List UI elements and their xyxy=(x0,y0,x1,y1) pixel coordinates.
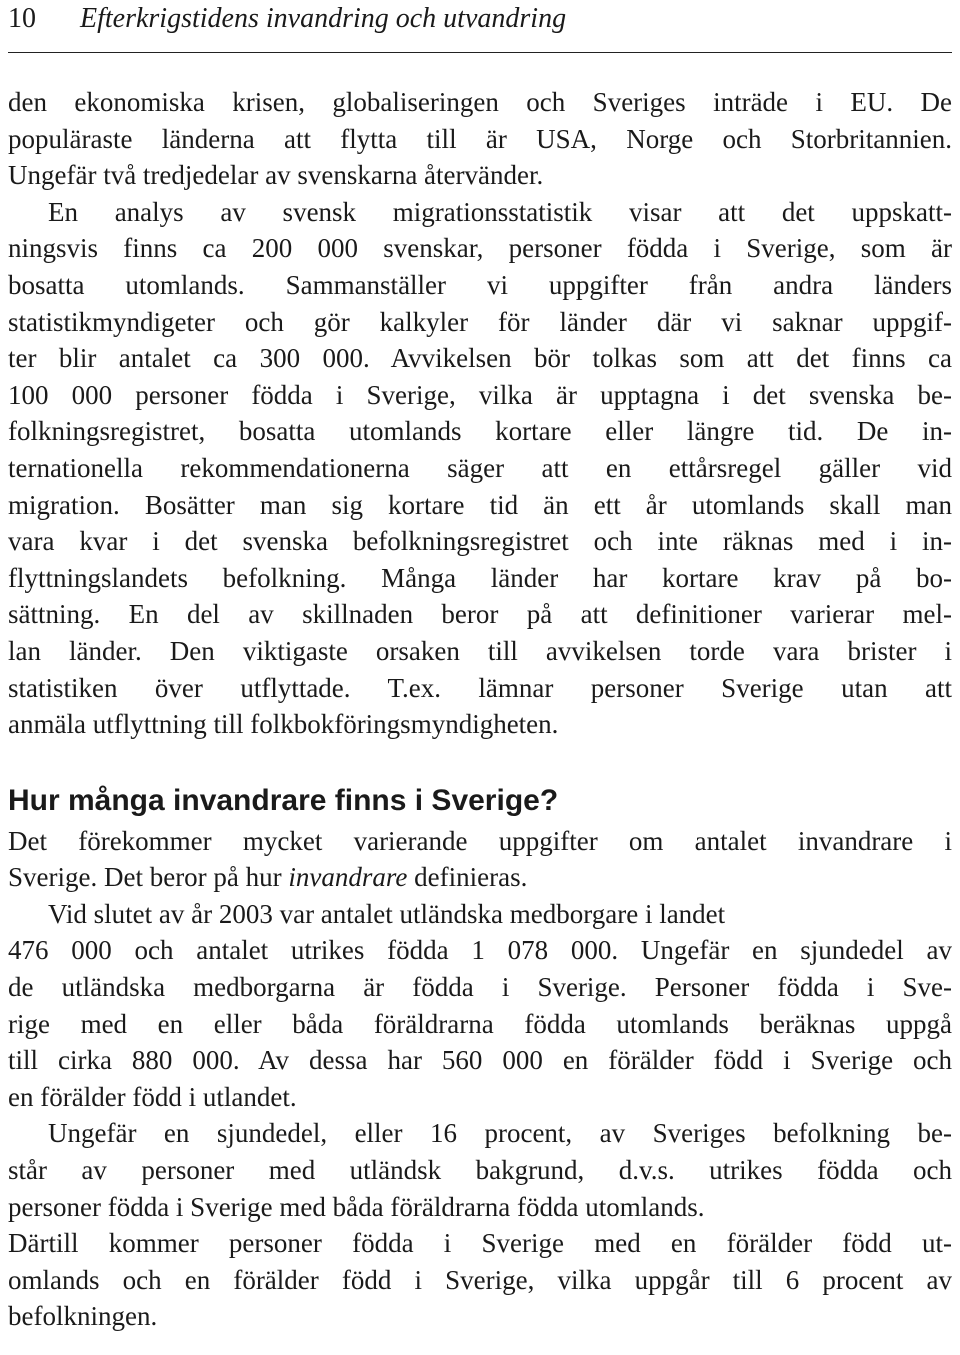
text-line: Det förekommer mycket varierande uppgifter om antalet invandrare i xyxy=(8,825,952,856)
text-line: till cirka 880 000. Av dessa har 560 000 en förälder född i Sverige och xyxy=(8,1045,952,1076)
text-line: anmäla utflyttning till folkbokföringsmyndigheten. xyxy=(8,709,559,740)
paragraph-intro xyxy=(8,823,952,896)
text-line: En analys av svensk migrationsstatistik visar att det uppskatt- xyxy=(48,196,952,227)
text-line: rige med en eller båda föräldrarna födda utomlands beräknas uppgå xyxy=(8,1008,952,1039)
text-segment: Sverige. Det beror på hur xyxy=(8,862,289,893)
text-line: migration. Bosätter man sig kortare tid än ett år utomlands skall man xyxy=(8,489,952,520)
text-line: 476 000 och antalet utrikes födda 1 078 000. Ungefär en sjundedel av xyxy=(8,935,952,966)
text-line: sättning. En del av skillnaden beror på att definitioner varierar mel- xyxy=(8,599,952,630)
text-line: Ungefär en sjundedel, eller 16 procent, av Sveriges befolkning be- xyxy=(48,1118,952,1149)
paragraph-foreign-citizens xyxy=(8,896,952,1116)
emphasized-term: invandrare xyxy=(288,862,408,893)
text-line: populäraste länderna att flytta till är USA, Norge och Storbritannien. xyxy=(8,123,952,154)
paragraph-foreign-background xyxy=(8,1115,952,1335)
section-heading: Hur många invandrare finns i Sverige? xyxy=(8,783,559,817)
text-line: personer födda i Sverige med båda föräldrarna födda utomlands. xyxy=(8,1191,705,1222)
page-number: 10 xyxy=(8,3,36,34)
text-line: vara kvar i det svenska befolkningsregistret och inte räknas med i in- xyxy=(8,526,952,557)
text-line: de utländska medborgarna är födda i Sverige. Personer födda i Sve- xyxy=(8,972,952,1003)
text-line: ternationella rekommendationerna säger att en ettårsregel gäller vid xyxy=(8,452,952,483)
text-segment: definieras. xyxy=(407,862,528,893)
text-line: lan länder. Den viktigaste orsaken till avvikelsen torde vara brister i xyxy=(8,635,952,666)
text-line: statistiken över utflyttade. T.ex. lämnar personer Sverige utan att xyxy=(8,672,952,703)
text-line: en förälder född i utlandet. xyxy=(8,1081,297,1112)
text-line: befolkningen. xyxy=(8,1301,158,1332)
text-line: Vid slutet av år 2003 var antalet utländska medborgare i landet xyxy=(48,898,726,929)
text-line: ter blir antalet ca 300 000. Avvikelsen bör tolkas som att det finns ca xyxy=(8,343,952,374)
text-line: Därtill kommer personer födda i Sverige med en förälder född ut- xyxy=(8,1228,952,1259)
text-line: statistikmyndigeter och gör kalkyler för länder där vi saknar uppgif- xyxy=(8,306,952,337)
body-text xyxy=(8,84,952,1335)
chapter-title: Efterkrigstidens invandring och utvandring xyxy=(80,3,567,34)
text-line: flyttningslandets befolkning. Många länder har kortare krav på bo- xyxy=(8,562,952,593)
text-line: ningsvis finns ca 200 000 svenskar, personer födda i Sverige, som är xyxy=(8,233,952,264)
text-line: folkningsregistret, bosatta utomlands kortare eller längre tid. De in- xyxy=(8,416,952,447)
text-line xyxy=(8,859,952,896)
text-line: 100 000 personer födda i Sverige, vilka är upptagna i det svenska be- xyxy=(8,379,952,410)
paragraph-migration-statistics xyxy=(8,84,952,743)
text-line: Ungefär två tredjedelar av svenskarna återvänder. xyxy=(8,160,544,191)
text-line: står av personer med utländsk bakgrund, d.v.s. utrikes födda och xyxy=(8,1155,952,1186)
running-header xyxy=(8,0,952,53)
text-line: bosatta utomlands. Sammanställer vi uppgifter från andra länders xyxy=(8,269,952,300)
text-line: omlands och en förälder född i Sverige, vilka uppgår till 6 procent av xyxy=(8,1264,952,1295)
text-line: den ekonomiska krisen, globaliseringen och Sveriges inträde i EU. De xyxy=(8,87,952,117)
